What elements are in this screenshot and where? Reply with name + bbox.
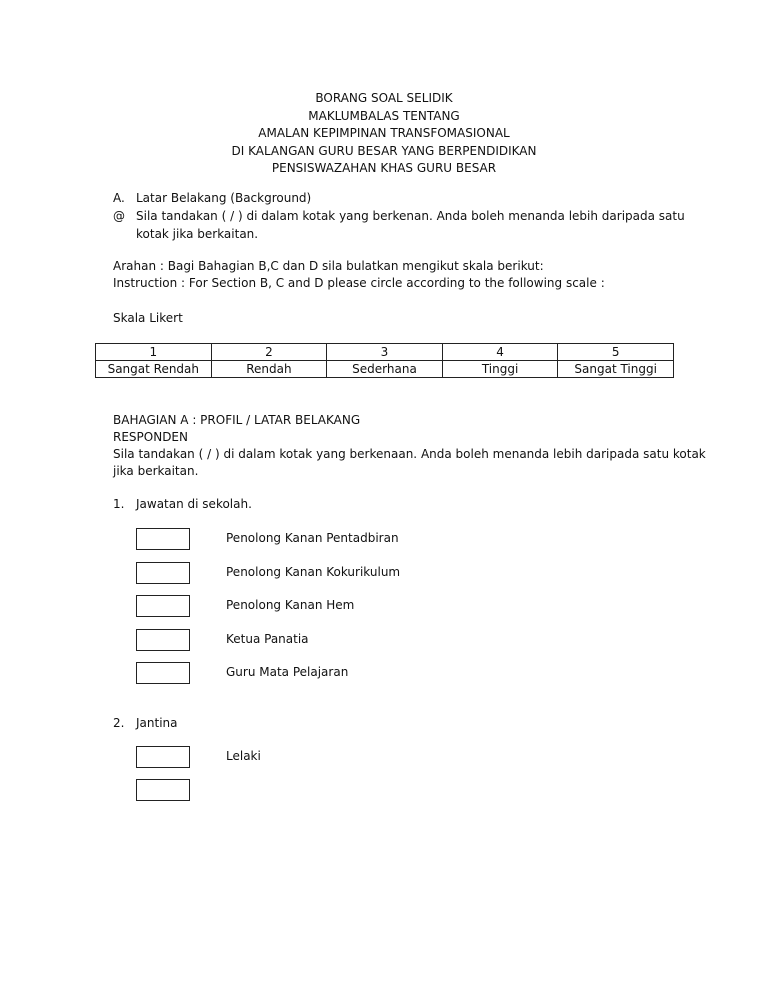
checkbox-ketua-panatia[interactable] xyxy=(136,629,190,651)
title-line-1: BORANG SOAL SELIDIK xyxy=(315,91,453,105)
q2-number: 2. xyxy=(113,716,125,730)
title-line-5: PENSISWAZAHAN KHAS GURU BESAR xyxy=(271,161,497,175)
q2-text: Jantina xyxy=(136,716,178,730)
likert-number: 3 xyxy=(327,344,443,361)
q1-number: 1. xyxy=(113,497,125,511)
likert-scale-table xyxy=(95,343,674,378)
likert-number: 2 xyxy=(211,344,327,361)
bahagian-a-subtitle: RESPONDEN xyxy=(113,430,188,444)
likert-label: Sederhana xyxy=(327,361,443,378)
checkbox-jantina-second[interactable] xyxy=(136,779,190,801)
bullet-at: @ xyxy=(113,209,125,223)
likert-title: Skala Likert xyxy=(113,311,183,325)
option-label: Penolong Kanan Kokurikulum xyxy=(226,565,401,579)
checkbox-penolong-kanan-hem[interactable] xyxy=(136,595,190,617)
section-a-instruction-line-2: kotak jika berkaitan. xyxy=(136,227,259,241)
likert-label-row xyxy=(96,361,674,378)
arahan-english: Instruction : For Section B, C and D please circle according to the following scale : xyxy=(113,276,605,290)
arahan-malay: Arahan : Bagi Bahagian B,C dan D sila bulatkan mengikut skala berikut: xyxy=(113,259,544,273)
option-label: Lelaki xyxy=(226,749,261,763)
q1-text: Jawatan di sekolah. xyxy=(136,497,252,511)
title-line-3: AMALAN KEPIMPINAN TRANSFOMASIONAL xyxy=(258,126,510,140)
section-a-marker: A. xyxy=(113,191,125,205)
option-label: Ketua Panatia xyxy=(226,632,309,646)
option-label: Penolong Kanan Pentadbiran xyxy=(226,531,399,545)
likert-number: 1 xyxy=(96,344,212,361)
likert-label: Sangat Rendah xyxy=(96,361,212,378)
option-label: Penolong Kanan Hem xyxy=(226,598,355,612)
likert-number: 5 xyxy=(558,344,674,361)
title-line-4: DI KALANGAN GURU BESAR YANG BERPENDIDIKAN xyxy=(231,143,537,158)
section-a-title: Latar Belakang (Background) xyxy=(136,191,312,205)
bahagian-a-title: BAHAGIAN A : PROFIL / LATAR BELAKANG xyxy=(113,413,361,427)
likert-label: Sangat Tinggi xyxy=(558,361,674,378)
section-a-instruction-line-1: Sila tandakan ( / ) di dalam kotak yang berkenan. Anda boleh menanda lebih daripada satu xyxy=(136,209,685,223)
checkbox-penolong-kanan-pentadbiran[interactable] xyxy=(136,528,190,550)
bahagian-a-instruction-line-2: jika berkaitan. xyxy=(113,464,199,478)
document-title-block xyxy=(0,90,768,178)
checkbox-guru-mata-pelajaran[interactable] xyxy=(136,662,190,684)
likert-number: 4 xyxy=(442,344,558,361)
bahagian-a-instruction-line-1: Sila tandakan ( / ) di dalam kotak yang berkenaan. Anda boleh menanda lebih daripada satu kotak xyxy=(113,447,706,461)
checkbox-penolong-kanan-kokurikulum[interactable] xyxy=(136,562,190,584)
likert-label: Tinggi xyxy=(442,361,558,378)
checkbox-lelaki[interactable] xyxy=(136,746,190,768)
option-label: Guru Mata Pelajaran xyxy=(226,665,349,679)
likert-label: Rendah xyxy=(211,361,327,378)
likert-number-row xyxy=(96,344,674,361)
title-line-2: MAKLUMBALAS TENTANG xyxy=(308,108,460,123)
